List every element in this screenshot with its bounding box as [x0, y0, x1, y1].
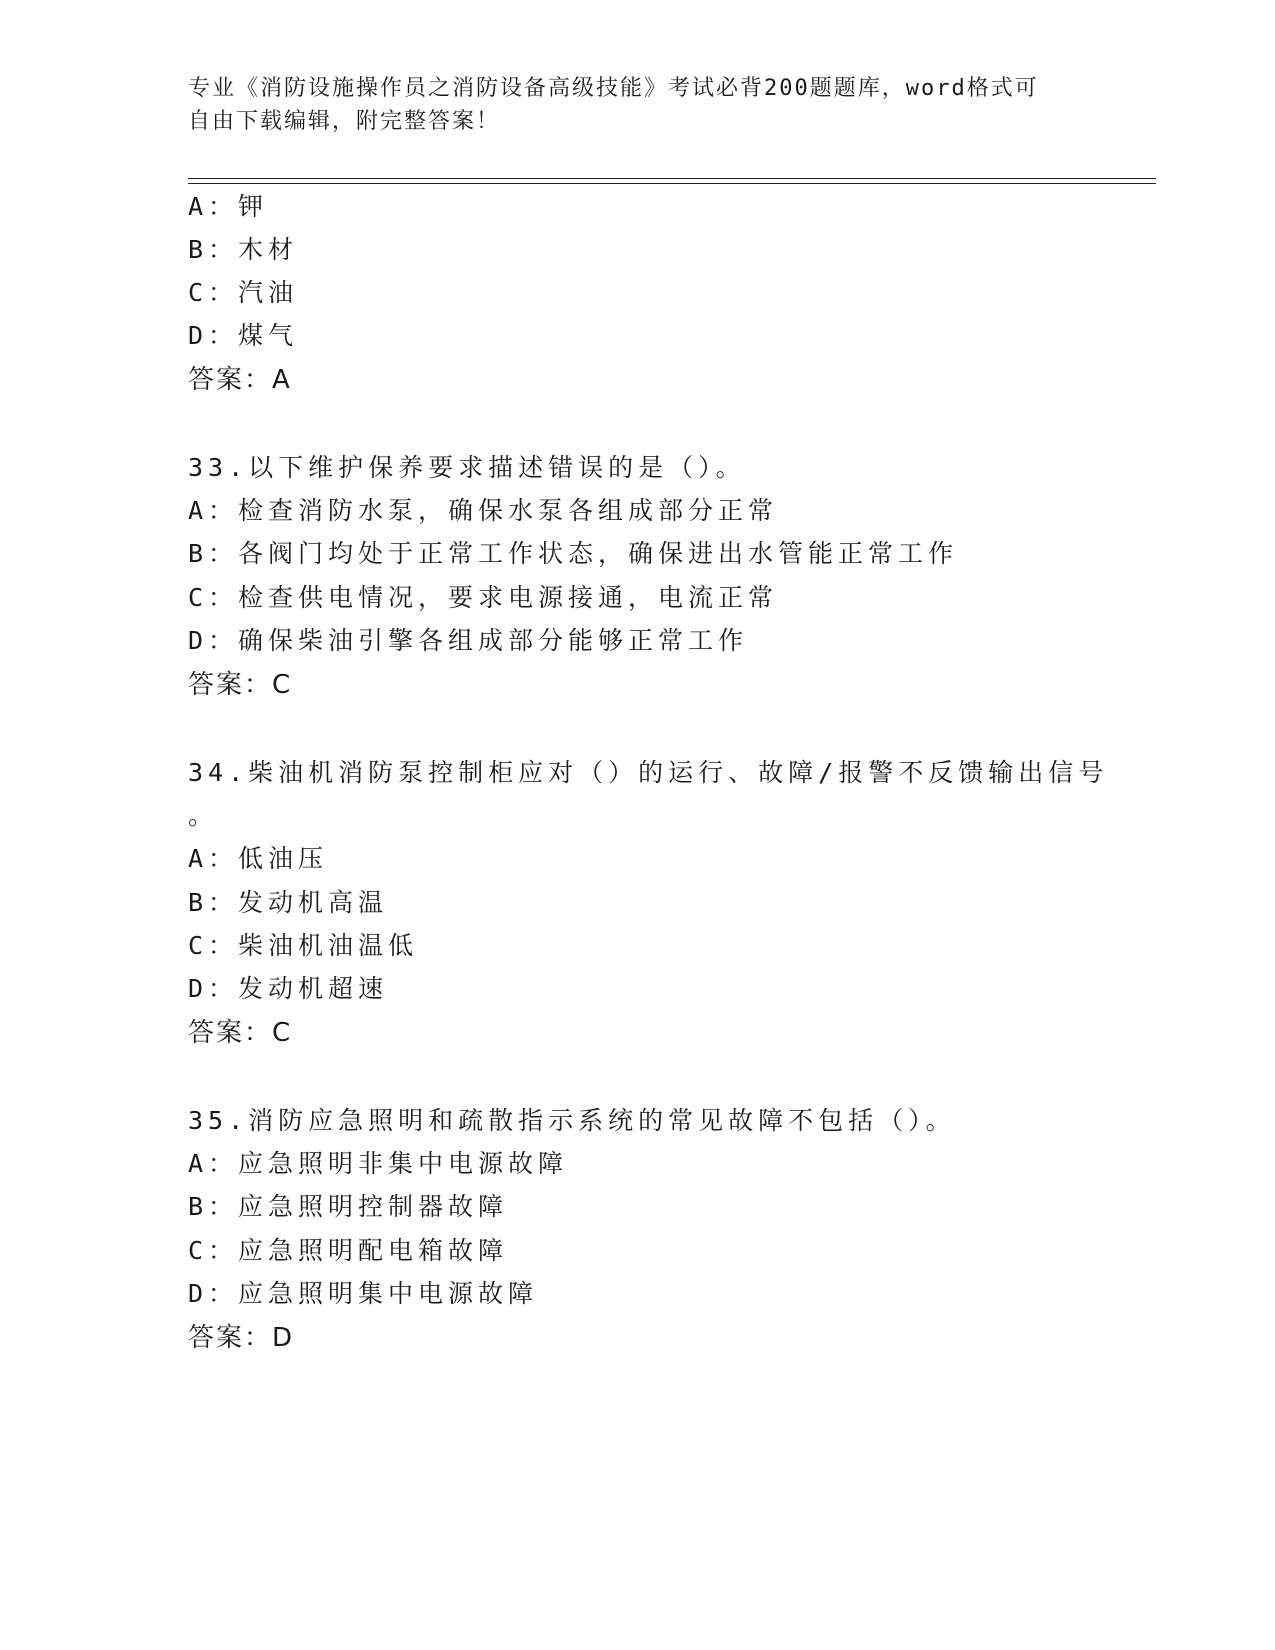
q32-answer: 答案：A	[188, 365, 292, 395]
q34-option-b: B：发动机高温	[188, 888, 389, 917]
q35-option-d: D：应急照明集中电源故障	[188, 1279, 539, 1308]
q32-option-c: C：汽油	[188, 278, 299, 307]
q34-question-line-1: 34.柴油机消防泵控制柜应对（）的运行、故障/报警不反馈输出信号	[188, 758, 1109, 787]
q35-option-c: C：应急照明配电箱故障	[188, 1236, 509, 1265]
q34-answer: 答案：C	[188, 1018, 293, 1048]
q33-question: 33.以下维护保养要求描述错误的是（）。	[188, 453, 746, 482]
q34-option-c: C：柴油机油温低	[188, 931, 419, 960]
q33-option-c: C：检查供电情况，要求电源接通，电流正常	[188, 583, 779, 612]
q34-option-d: D：发动机超速	[188, 974, 389, 1003]
q35-question: 35.消防应急照明和疏散指示系统的常见故障不包括（）。	[188, 1106, 956, 1135]
q35-answer: 答案：D	[188, 1323, 295, 1353]
q33-answer: 答案：C	[188, 670, 293, 700]
q32-option-b: B：木材	[188, 235, 299, 264]
header-divider-bottom	[188, 183, 1156, 184]
document-header	[188, 72, 1088, 138]
q35-option-b: B：应急照明控制器故障	[188, 1192, 509, 1221]
header-line-2: 自由下载编辑，附完整答案！	[188, 109, 501, 134]
q34-question-line-2: 。	[188, 801, 219, 830]
q33-option-a: A：检查消防水泵，确保水泵各组成部分正常	[188, 496, 779, 525]
q33-option-b: B：各阀门均处于正常工作状态，确保进出水管能正常工作	[188, 539, 959, 568]
q33-option-d: D：确保柴油引擎各组成部分能够正常工作	[188, 626, 749, 655]
header-divider-top	[188, 178, 1156, 179]
q35-option-a: A：应急照明非集中电源故障	[188, 1149, 569, 1178]
q34-option-a: A：低油压	[188, 844, 329, 873]
q32-option-a: A：钾	[188, 192, 269, 221]
header-line-1: 专业《消防设施操作员之消防设备高级技能》考试必背200题题库，word格式可	[188, 76, 1039, 101]
q32-option-d: D：煤气	[188, 321, 299, 350]
